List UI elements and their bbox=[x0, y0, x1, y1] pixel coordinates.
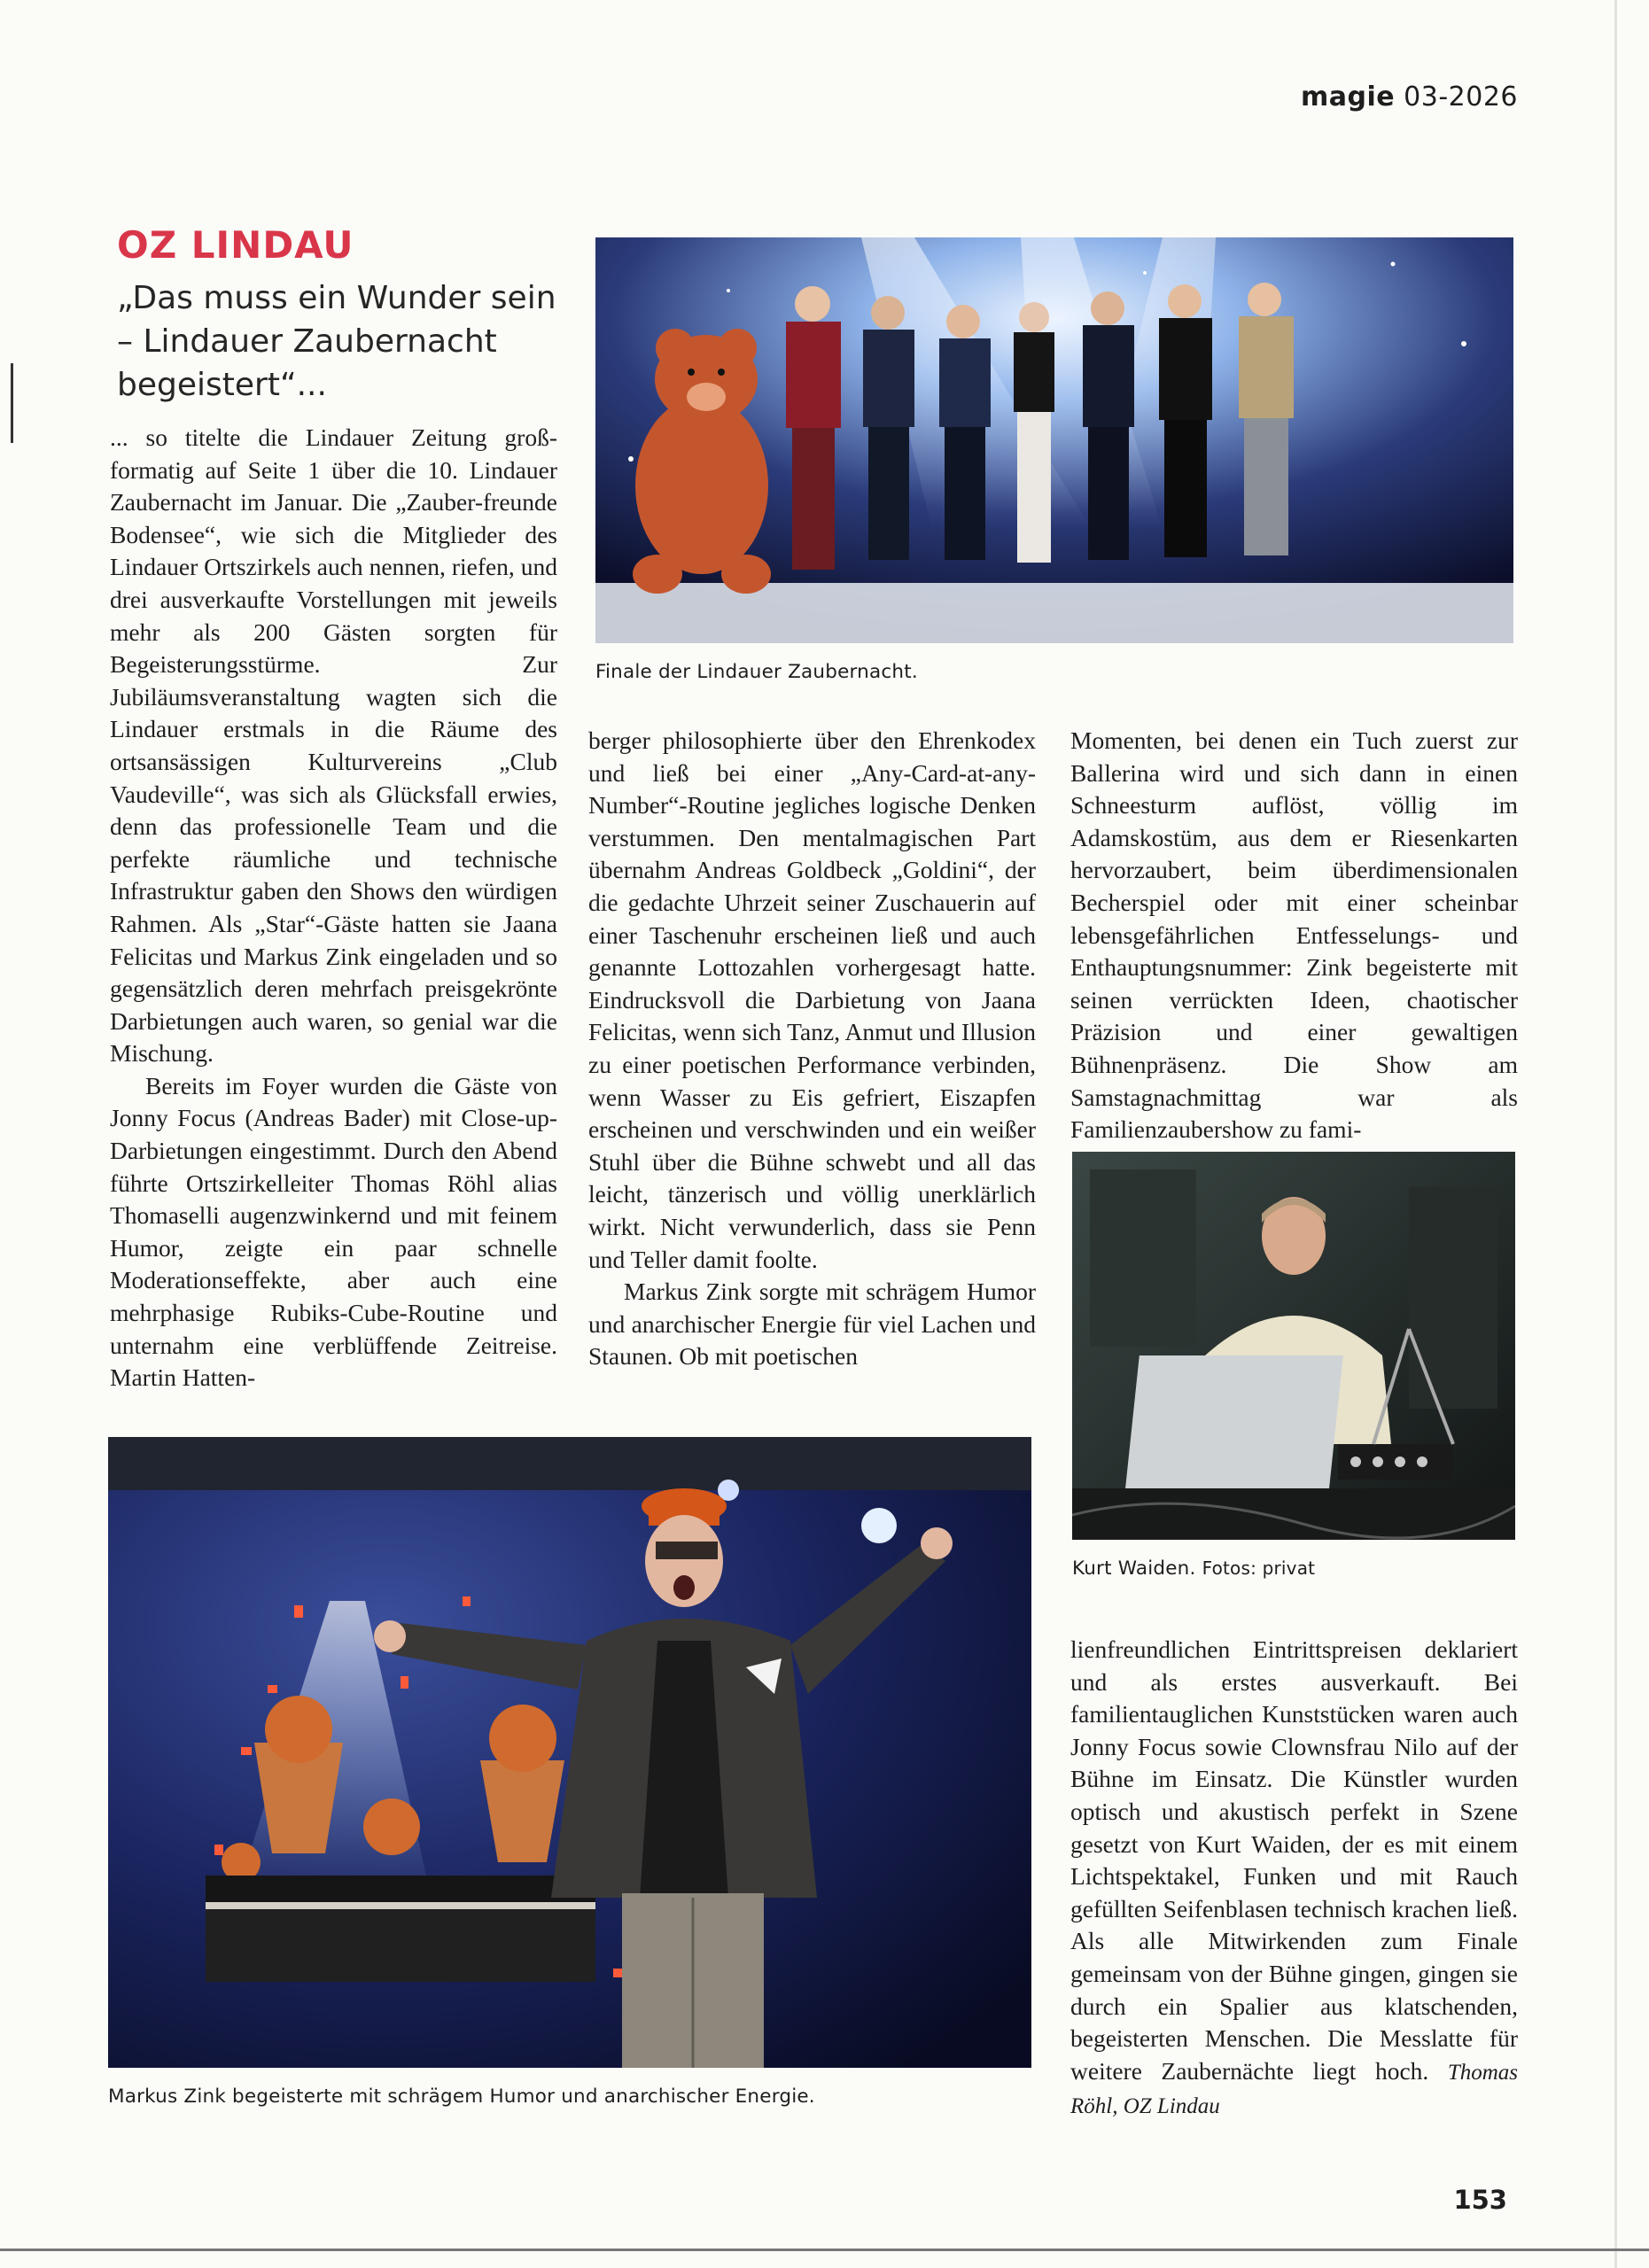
column-2-paragraph-1: berger philosophierte über den Ehrenkodex und ließ bei einer „Any-Card-at-any-Number“-Routine jegliches logische Denken verstummen. Den mentalmagischen Part übernahm Andreas Goldbeck „Goldini“, der die gedachte Uhrzeit seiner Zuschauerin auf einer Taschenuhr erscheinen ließ und auch genannte Lottozahlen vorhergesagt hatte. Eindrucksvoll die Darbietung von Jaana Felicitas, wenn sich Tanz, Anmut und Illusion zu einer poetischen Performance verbinden, wenn Wasser zu Eis gefriert, Eiszapfen erscheinen und verschwinden und ein weißer Stuhl über die Bühne schwebt und all das leicht, tänzerisch und völlig unerklärlich wirkt. Nicht verwunderlich, dass sie Penn und Teller damit foolte. bbox=[588, 726, 1036, 1273]
caption-kurt-waiden bbox=[1072, 1557, 1315, 1580]
caption-finale: Finale der Lindauer Zaubernacht. bbox=[595, 661, 918, 683]
article-author: Thomas Röhl, OZ Lindau bbox=[1070, 2060, 1518, 2119]
kurt-waiden-photo bbox=[1072, 1152, 1515, 1540]
article-column-3 bbox=[1070, 725, 1518, 1146]
finale-photo-image bbox=[595, 237, 1513, 643]
markus-zink-photo-image bbox=[108, 1437, 1031, 2068]
column-4-paragraph-1 bbox=[1070, 1634, 1518, 2124]
caption-markus-zink: Markus Zink begeisterte mit schrägem Humor und anarchischer Energie. bbox=[108, 2085, 815, 2108]
page-number: 153 bbox=[1453, 2185, 1507, 2215]
markus-zink-photo bbox=[108, 1437, 1031, 2068]
magazine-header bbox=[1301, 82, 1518, 113]
finale-photo bbox=[595, 237, 1513, 643]
caption-photo-credit: Fotos: privat bbox=[1202, 1557, 1316, 1579]
column-1-paragraph-1: ... so titelte die Lindauer Zeitung groß-formatig auf Seite 1 über die 10. Lindauer Zaubernacht im Januar. Die „Zauber-freunde Bodensee“, wie sich die Mitglieder des Lindauer Ortszirkels auch nennen, riefen, und drei ausverkaufte Vorstellungen mit jeweils mehr als 200 Gästen sorgten für Begeisterungsstürme. Zur Jubiläumsveranstaltung wagten sich die Lindauer erstmals in die Räume des ortsansässigen Kulturvereins „Club Vaudeville“, was sich als Glücksfall erwies, denn das professionelle Team und die perfekte räumliche und technische Infrastruktur gaben den Shows den würdigen Rahmen. Als „Star“-Gäste hatten sie Jaana Felicitas und Markus Zink eingeladen und so gegensätzlich deren mehrfach preisgekrönte Darbietungen auch waren, so genial war die Mischung. bbox=[110, 423, 557, 1068]
column-2-paragraph-2: Markus Zink sorgte mit schrägem Humor und anarchischer Energie für viel Lachen und Staunen. Ob mit poetischen bbox=[588, 1278, 1036, 1371]
issue-number: 03-2026 bbox=[1404, 82, 1518, 113]
caption-kurt-waiden-name: Kurt Waiden. bbox=[1072, 1557, 1196, 1580]
article-headline: „Das muss ein Wunder sein – Lindauer Zaubernacht begeistert“... bbox=[117, 280, 556, 403]
scan-edge-left bbox=[11, 363, 13, 443]
column-4-text: lienfreundlichen Eintrittspreisen deklariert und als erstes ausverkauft. Bei familientauglichen Kunststücken waren auch Jonny Focus sowie Clownsfrau Nilo auf der Bühne im Einsatz. Die Künstler wurden optisch und akustisch perfekt in Szene gesetzt von Kurt Waiden, der es mit einem Lichtspektakel, Funken und mit Rauch gefüllten Seifenblasen technisch krachen ließ. Als alle Mitwirkenden zum Finale gemeinsam von der Bühne gingen, gingen sie durch ein Spalier aus klatschenden, begeisterten Menschen. Die Messlatte für weitere Zaubernächte liegt hoch. bbox=[1070, 1635, 1518, 2085]
magazine-name: magie bbox=[1300, 82, 1396, 113]
scan-edge-bottom bbox=[0, 2249, 1649, 2251]
section-title: OZ LINDAU bbox=[117, 223, 354, 267]
kurt-waiden-photo-image bbox=[1072, 1152, 1515, 1540]
scan-edge-right bbox=[1614, 0, 1617, 2268]
article-column-2 bbox=[588, 725, 1036, 1373]
column-1-paragraph-2: Bereits im Foyer wurden die Gäste von Jonny Focus (Andreas Bader) mit Close-up-Darbietungen eingestimmt. Durch den Abend führte Ortszirkelleiter Thomas Röhl alias Thomaselli augenzwinkernd und mit feinem Humor, zeigte ein paar schnelle Moderationseffekte, aber auch eine mehrphasige Rubiks-Cube-Routine und unternahm eine verblüffende Zeitreise. Martin Hatten- bbox=[110, 1071, 557, 1392]
article-column-1 bbox=[110, 422, 557, 1394]
column-3-paragraph-1: Momenten, bei denen ein Tuch zuerst zur Ballerina wird und sich dann in einen Schneesturm auflöst, völlig im Adamskostüm, aus dem er Riesenkarten hervorzaubert, beim überdimensionalen Becherspiel oder mit einer scheinbar lebensgefährlichen Entfesselungs- und Enthauptungsnummer: Zink begeisterte mit seinen verrückten Ideen, chaotischer Präzision und einer gewaltigen Bühnenpräsenz. Die Show am Samstagnachmittag war als Familienzaubershow zu fami- bbox=[1070, 726, 1518, 1144]
article-column-4 bbox=[1070, 1634, 1518, 2124]
